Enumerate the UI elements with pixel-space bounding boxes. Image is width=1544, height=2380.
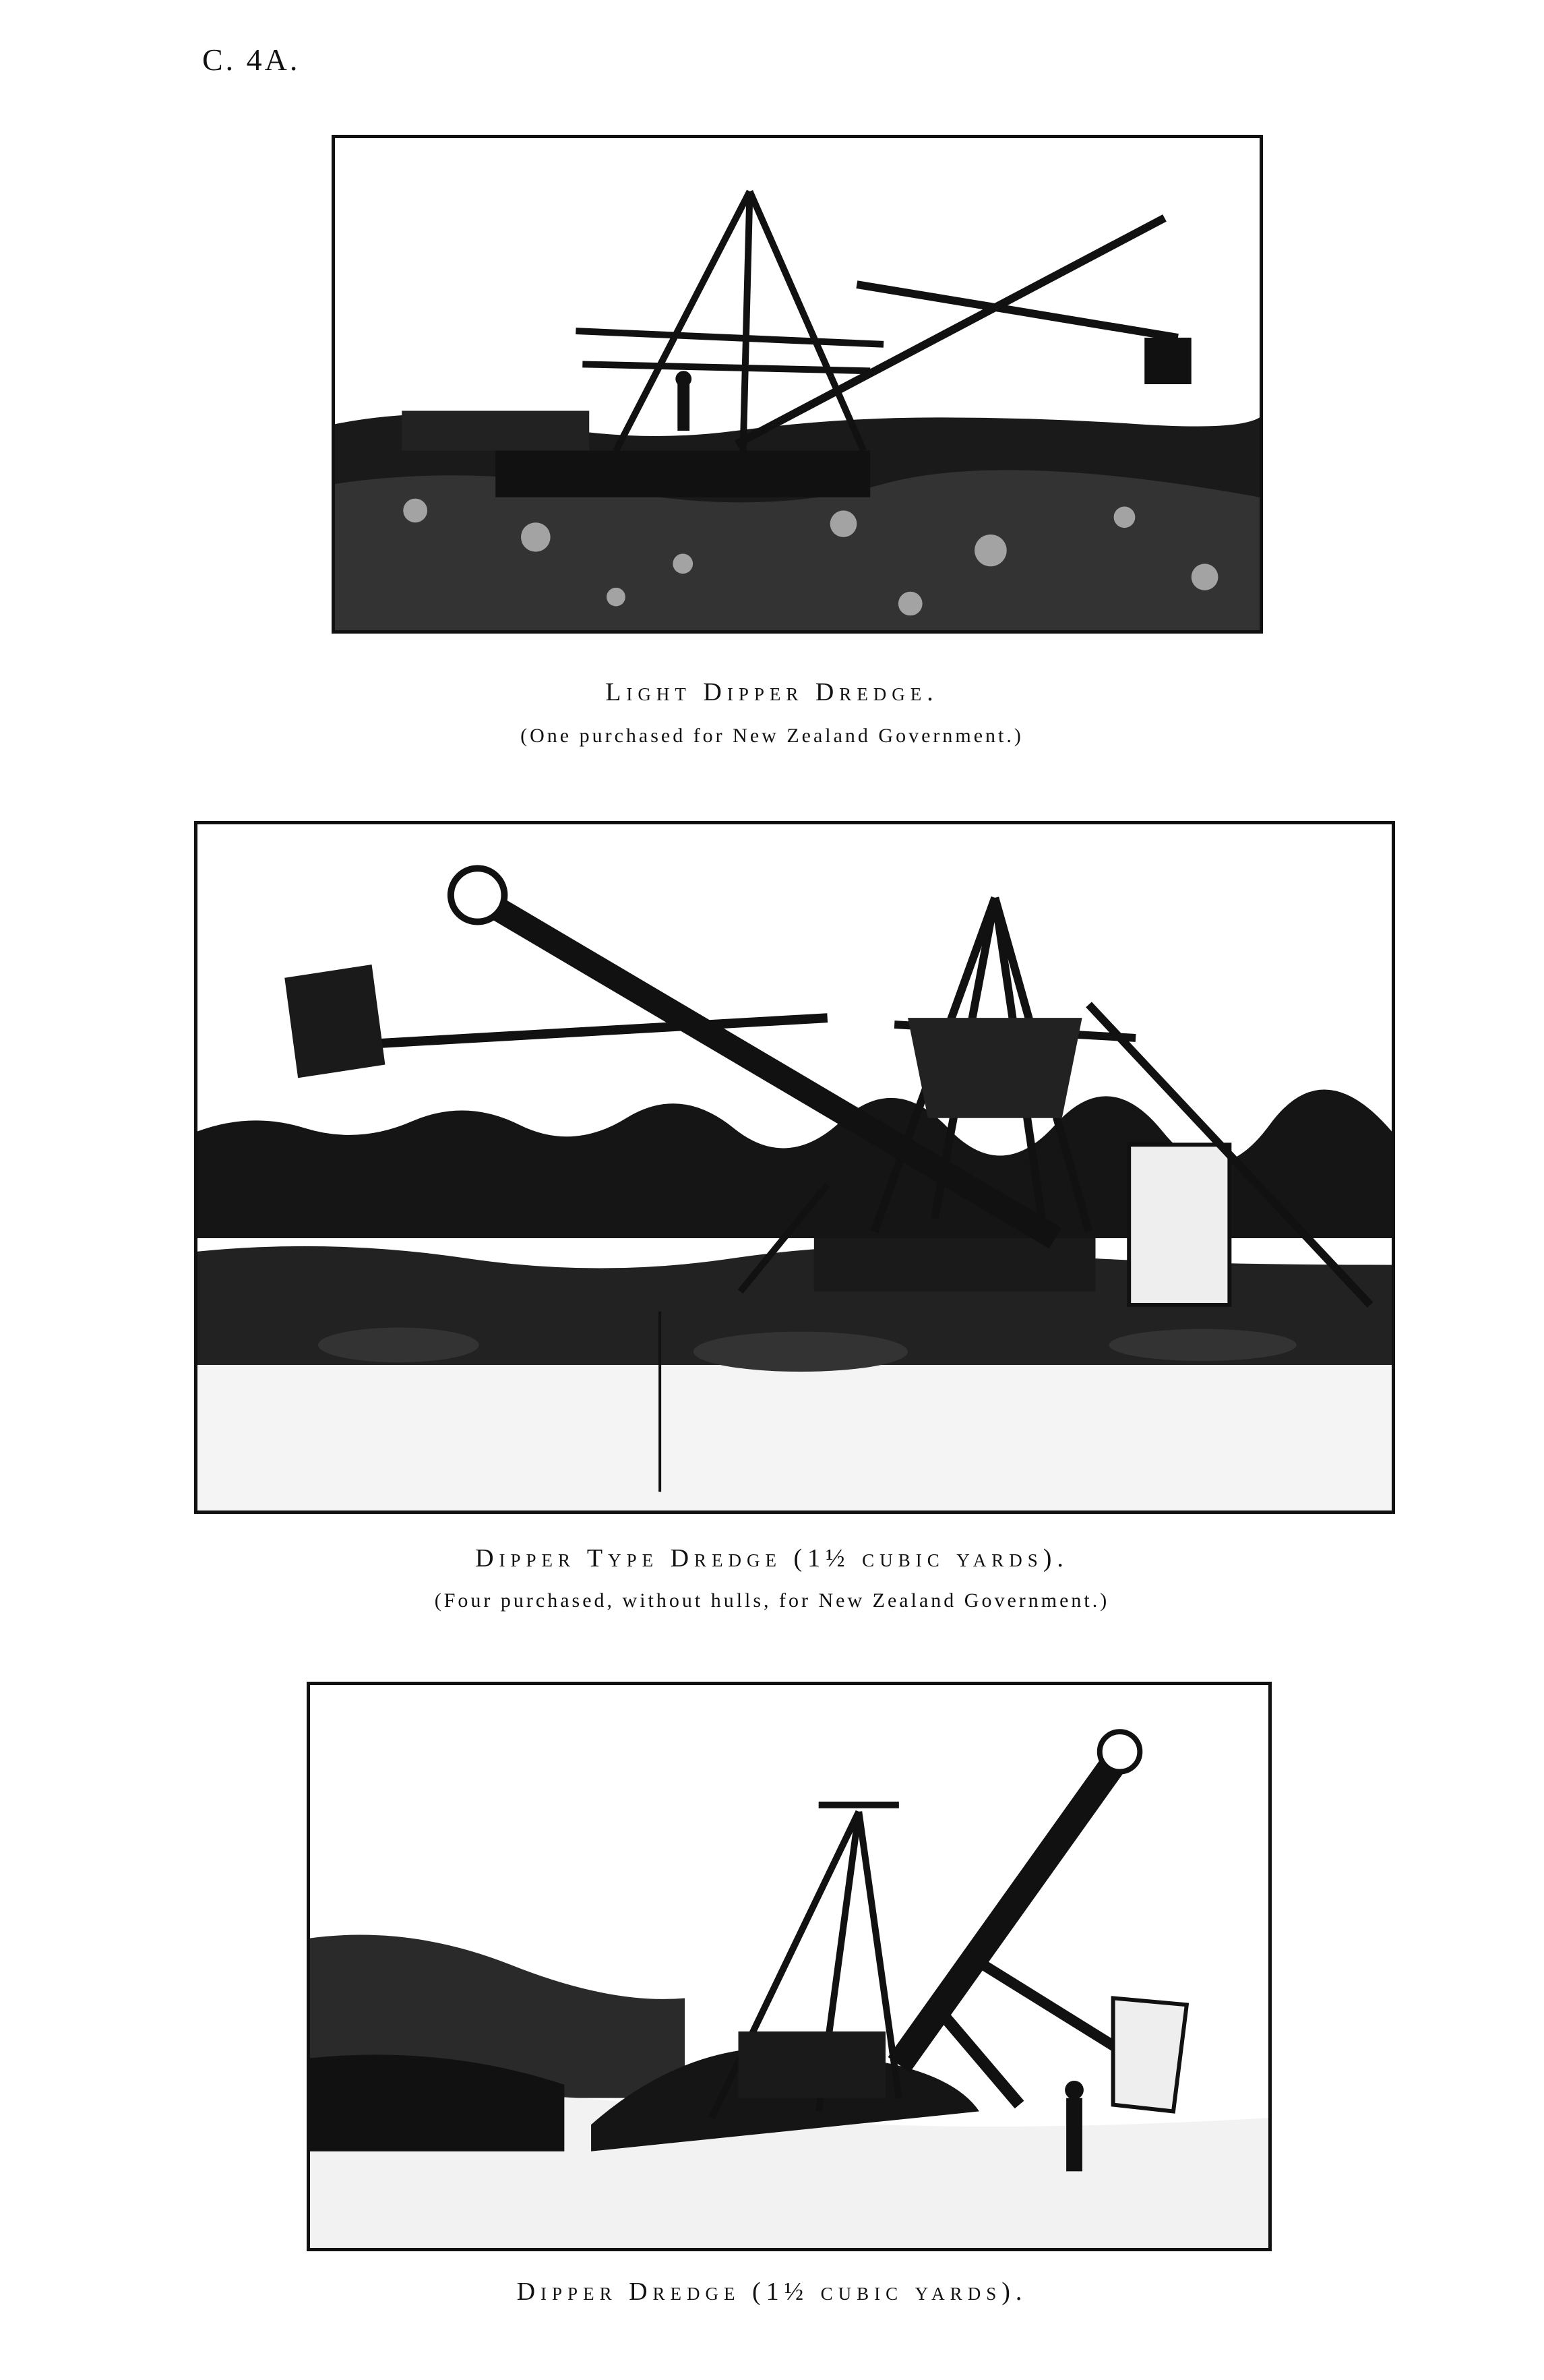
plate-3-title: Dipper Dredge (1½ cubic yards). <box>516 2278 1028 2306</box>
photo-dipper-type-dredge <box>194 821 1395 1514</box>
plate-1-title: Light Dipper Dredge. <box>605 678 939 706</box>
photo-dipper-dredge <box>307 1682 1272 2251</box>
plate-1-note: (One purchased for New Zealand Government.) <box>520 725 1024 747</box>
page-reference: C. 4A. <box>202 42 301 77</box>
photo-light-dipper-dredge <box>332 135 1263 634</box>
plate-2-title: Dipper Type Dredge (1½ cubic yards). <box>475 1544 1069 1573</box>
plate-2-note: (Four purchased, without hulls, for New Zealand Government.) <box>434 1589 1110 1612</box>
